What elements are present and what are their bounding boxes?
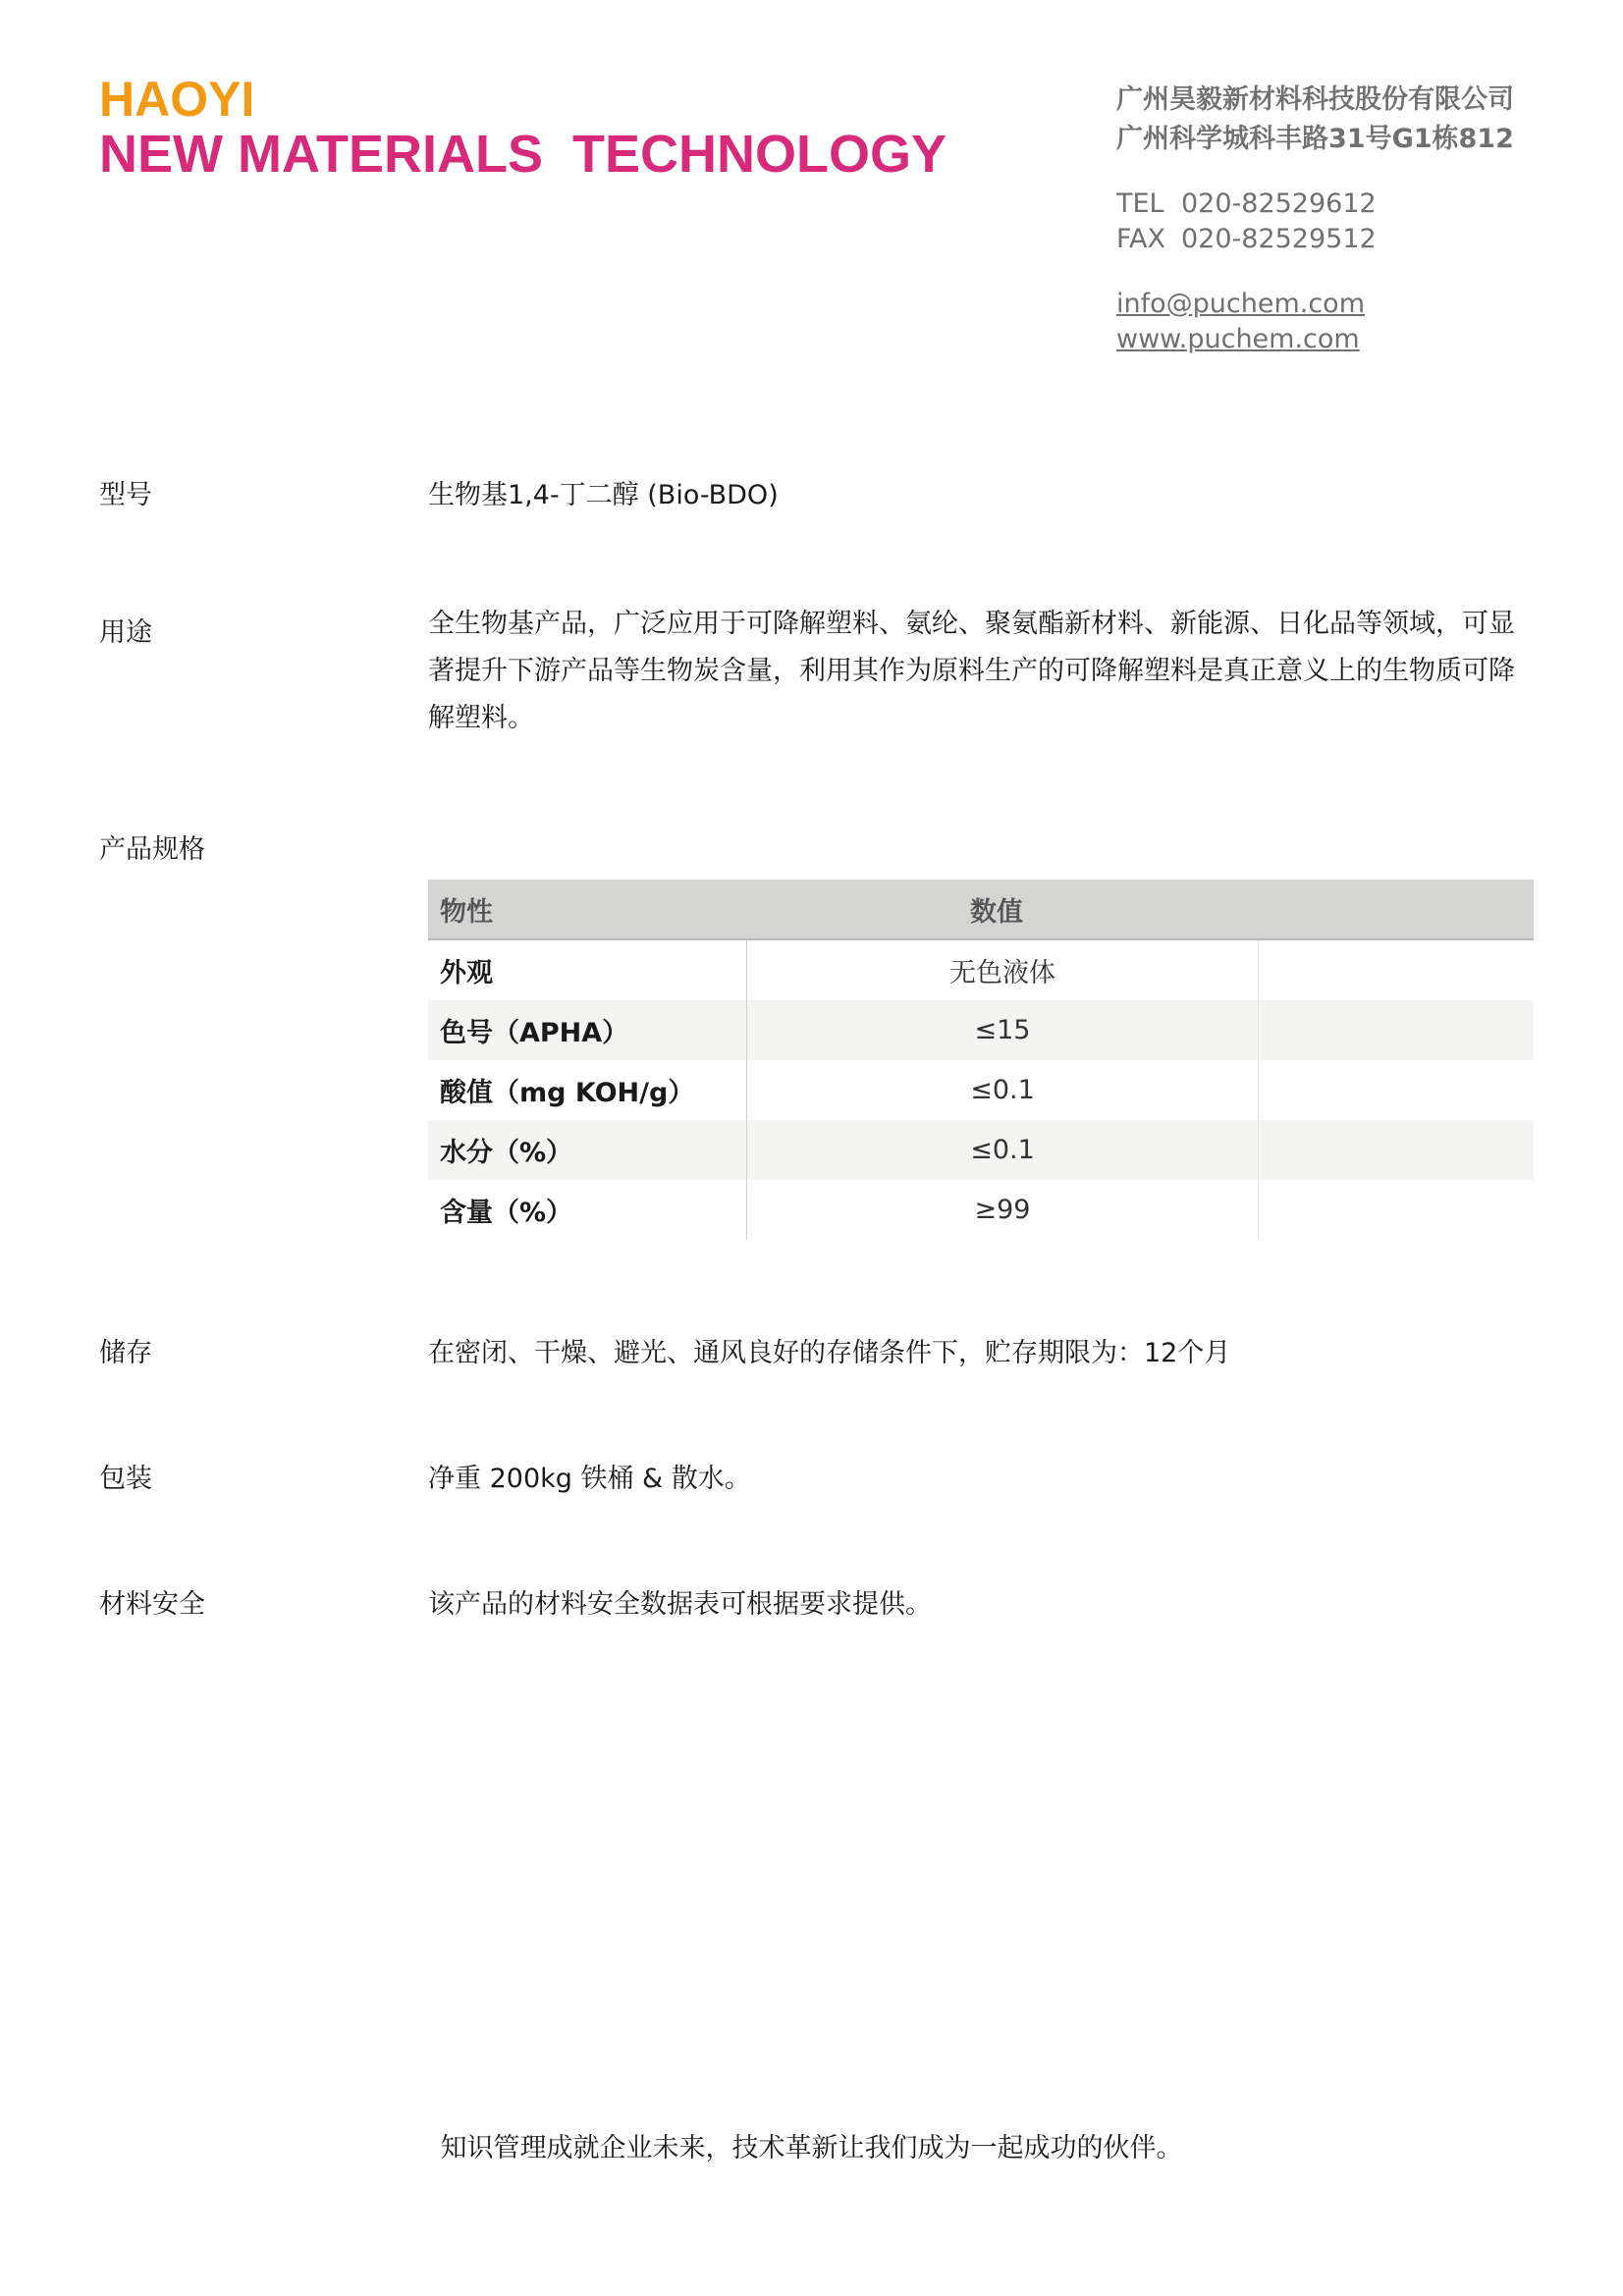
property-cell: 色号（APHA） (428, 1000, 747, 1060)
fax-number: 020-82529512 (1181, 224, 1377, 254)
brand-tagline: NEW MATERIALS TECHNOLOGY (99, 125, 947, 184)
email-link[interactable]: info@puchem.com (1116, 289, 1366, 319)
fax-line (1116, 222, 1377, 257)
value-header: 数值 (747, 880, 1259, 939)
property-cell: 酸值（mg KOH/g） (428, 1060, 747, 1120)
property-cell: 水分（%） (428, 1120, 747, 1180)
empty-cell (1259, 1120, 1535, 1180)
website-link[interactable]: www.puchem.com (1116, 324, 1360, 354)
safety-value: 该产品的材料安全数据表可根据要求提供。 (428, 1589, 932, 1620)
model-label: 型号 (99, 480, 152, 510)
tel-line (1116, 187, 1377, 222)
property-header: 物性 (428, 880, 747, 939)
value-cell: ≥99 (747, 1180, 1259, 1240)
company-info (1116, 80, 1514, 159)
fax-label: FAX (1116, 224, 1166, 254)
spec-table (428, 880, 1534, 1240)
value-cell: ≤15 (747, 1000, 1259, 1060)
tel-label: TEL (1116, 188, 1164, 219)
spec-label: 产品规格 (99, 834, 205, 865)
empty-cell (1259, 1180, 1535, 1240)
storage-value: 在密闭、干燥、避光、通风良好的存储条件下，贮存期限为：12个月 (428, 1338, 1231, 1368)
web-links (1116, 287, 1365, 357)
property-cell: 含量（%） (428, 1180, 747, 1240)
safety-label: 材料安全 (99, 1589, 205, 1620)
empty-header (1259, 880, 1535, 939)
brand-logo (99, 72, 947, 184)
value-cell: 无色液体 (747, 939, 1259, 1000)
usage-label: 用途 (99, 617, 152, 648)
table-row (428, 1180, 1534, 1240)
company-name: 广州昊毅新材料科技股份有限公司 (1116, 84, 1514, 115)
contact-info (1116, 187, 1377, 257)
table-row (428, 1060, 1534, 1120)
table-row (428, 939, 1534, 1000)
value-cell: ≤0.1 (747, 1120, 1259, 1180)
usage-value: 全生物基产品，广泛应用于可降解塑料、氨纶、聚氨酯新材料、新能源、日化品等领域，可显著提升下游产品等生物炭含量，利用其作为原料生产的可降解塑料是真正意义上的生物质可降解塑料。 (428, 609, 1515, 733)
spec-table-header (428, 880, 1534, 939)
tel-number: 020-82529612 (1181, 188, 1377, 219)
footer-slogan: 知识管理成就企业未来，技术革新让我们成为一起成功的伙伴。 (440, 2133, 1183, 2163)
packaging-value: 净重 200kg 铁桶 & 散水。 (428, 1464, 751, 1494)
model-value: 生物基1,4-丁二醇 (Bio-BDO) (428, 480, 779, 510)
empty-cell (1259, 939, 1535, 1000)
storage-label: 储存 (99, 1338, 152, 1368)
property-cell: 外观 (428, 939, 747, 1000)
packaging-label: 包装 (99, 1464, 152, 1494)
company-address: 广州科学城科丰路31号G1栋812 (1116, 124, 1514, 154)
brand-name: HAOYI (99, 72, 255, 127)
value-cell: ≤0.1 (747, 1060, 1259, 1120)
empty-cell (1259, 1000, 1535, 1060)
table-row (428, 1000, 1534, 1060)
empty-cell (1259, 1060, 1535, 1120)
table-row (428, 1120, 1534, 1180)
